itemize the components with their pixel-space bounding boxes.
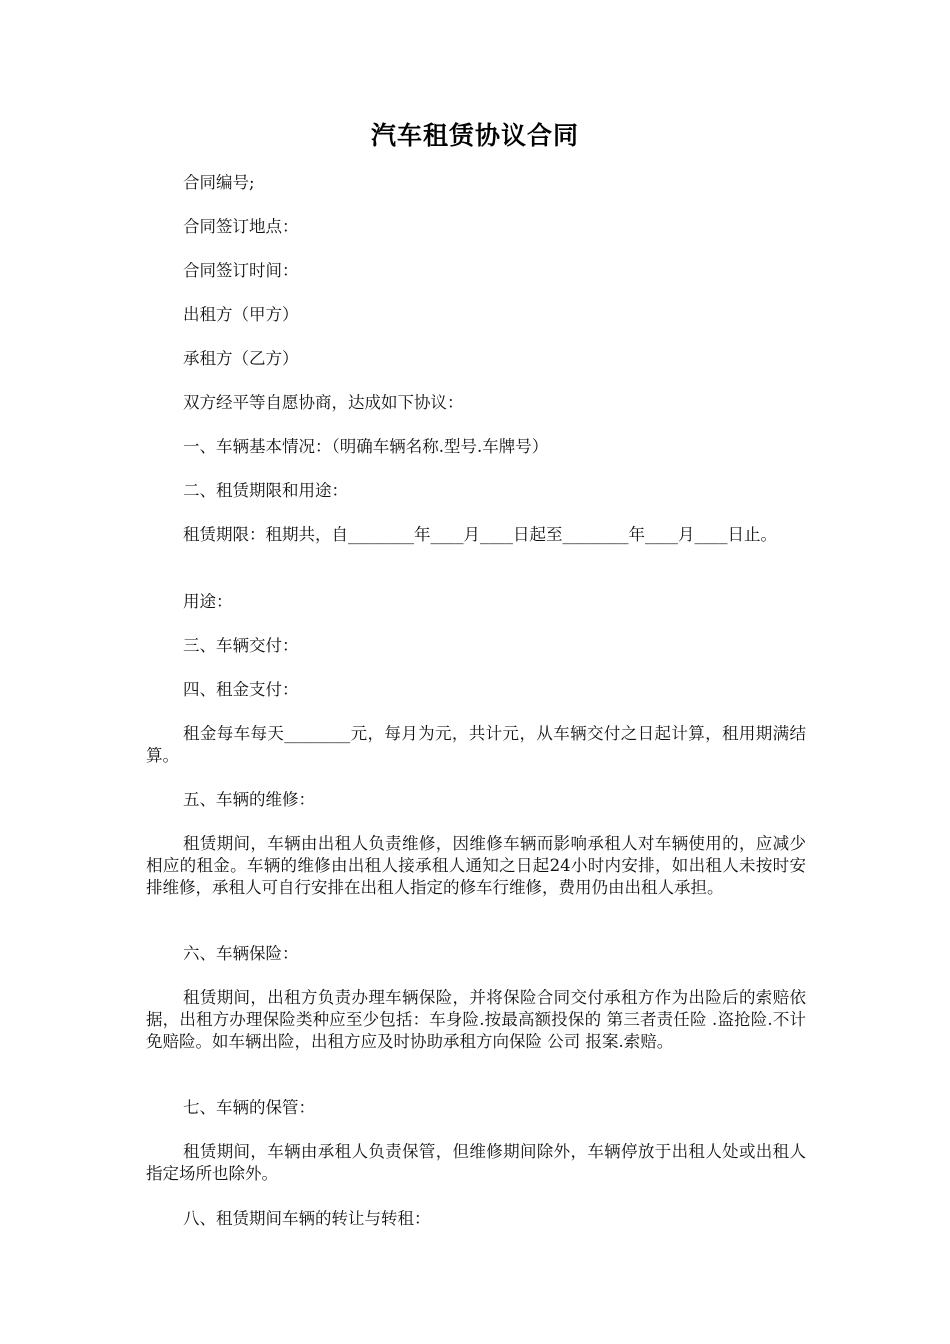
lessee-line: 承租方（乙方） (183, 349, 299, 368)
section-7-heading: 七、车辆的保管： (183, 1098, 315, 1117)
section-6-heading: 六、车辆保险： (183, 944, 299, 963)
signing-time-line: 合同签订时间： (183, 261, 299, 280)
section-2-heading: 二、租赁期限和用途： (183, 481, 348, 500)
rent-paragraph: 租金每车每天________元，每月为元，共计元，从车辆交付之日起计算，租用期满结算。 (146, 724, 806, 765)
lessor-line: 出租方（甲方） (183, 305, 299, 324)
signing-place-line: 合同签订地点： (183, 217, 299, 236)
custody-paragraph: 租赁期间，车辆由承租人负责保管，但维修期间除外，车辆停放于出租人处或出租人指定场所也除外。 (146, 1142, 806, 1183)
purpose-line: 用途： (183, 592, 233, 611)
section-3-heading: 三、车辆交付： (183, 636, 299, 655)
section-5-heading: 五、车辆的维修： (183, 790, 315, 809)
contract-number-line: 合同编号; (183, 173, 255, 192)
section-4-heading: 四、租金支付： (183, 680, 299, 699)
maintenance-paragraph: 租赁期间，车辆由出租人负责维修，因维修车辆而影响承租人对车辆使用的，应减少相应的租金。车辆的维修由出租人接承租人通知之日起24小时内安排，如出租人未按时安排维修，承租人可自行安排在出租人指定的修车行维修，费用仍由出租人承担。 (146, 834, 806, 897)
document-title: 汽车租赁协议合同 (370, 121, 579, 150)
lease-term-paragraph: 租赁期限：租期共，自________年____月____日起至________年____月____日止。 (183, 525, 777, 544)
insurance-paragraph: 租赁期间，出租方负责办理车辆保险，并将保险合同交付承租方作为出险后的索赔依据，出租方办理保险类种应至少包括：车身险.按最高额投保的 第三者责任险 .盗抢险.不计免赔险。如车辆出险，出租方应及时协助承租方向保险 公司 报案.索赔。 (146, 988, 806, 1051)
agreement-intro: 双方经平等自愿协商，达成如下协议： (183, 393, 464, 412)
section-8-heading: 八、租赁期间车辆的转让与转租： (183, 1209, 431, 1228)
section-1-heading: 一、车辆基本情况：（明确车辆名称.型号.车牌号） (183, 437, 549, 456)
